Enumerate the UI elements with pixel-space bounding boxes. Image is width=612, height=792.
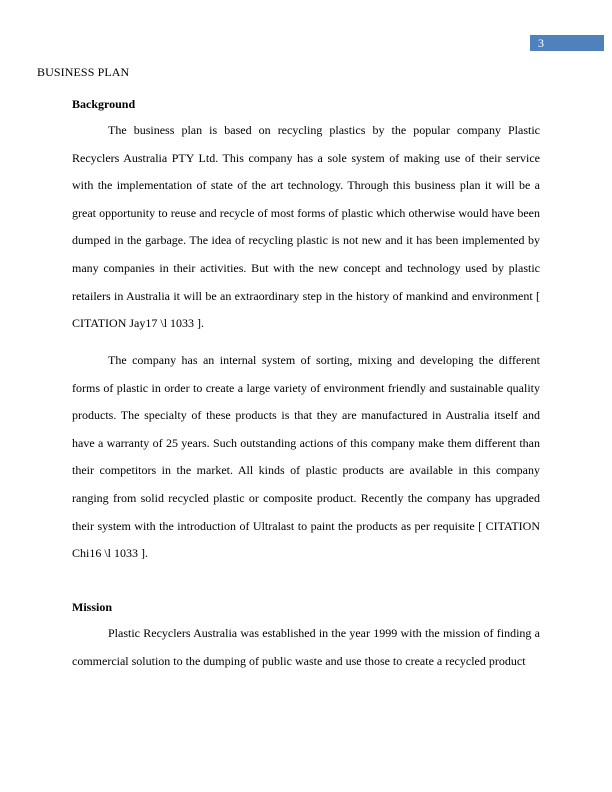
background-paragraph-2: The company has an internal system of sorting, mixing and developing the different forms of plastic in order to create a large variety of environment friendly and sustainable quality products. The specialty of these products is that they are manufactured in Australia itself and have a warranty of 25 years. Such outstanding actions of this company make them different than their competitors in the market. All kinds of plastic products are available in this company ranging from solid recycled plastic or composite product. Recently the company has upgraded their system with the introduction of Ultralast to paint the products as per requisite [ CITATION Chi16 \l 1033 ]. bbox=[72, 353, 540, 561]
section-heading-background: Background bbox=[72, 97, 136, 111]
mission-paragraph-1: Plastic Recyclers Australia was established in the year 1999 with the mission of finding a commercial solution to the dumping of public waste and use those to create a recycled product bbox=[72, 626, 540, 668]
section-heading-mission: Mission bbox=[72, 600, 113, 614]
running-head: BUSINESS PLAN bbox=[37, 65, 130, 79]
page-number: 3 bbox=[538, 36, 544, 50]
background-paragraph-1: The business plan is based on recycling plastics by the popular company Plastic Recyclers Australia PTY Ltd. This company has a sole system of making use of their service with the implementation of state of the art technology. Through this business plan it will be a great opportunity to reuse and recycle of most forms of plastic which otherwise would have been dumped in the garbage. The idea of recycling plastic is not new and it has been implemented by many companies in their activities. But with the new concept and technology used by plastic retailers in Australia it will be an extraordinary step in the history of mankind and environment [ CITATION Jay17 \l 1033 ]. bbox=[72, 123, 540, 331]
page-number-badge bbox=[530, 35, 604, 51]
